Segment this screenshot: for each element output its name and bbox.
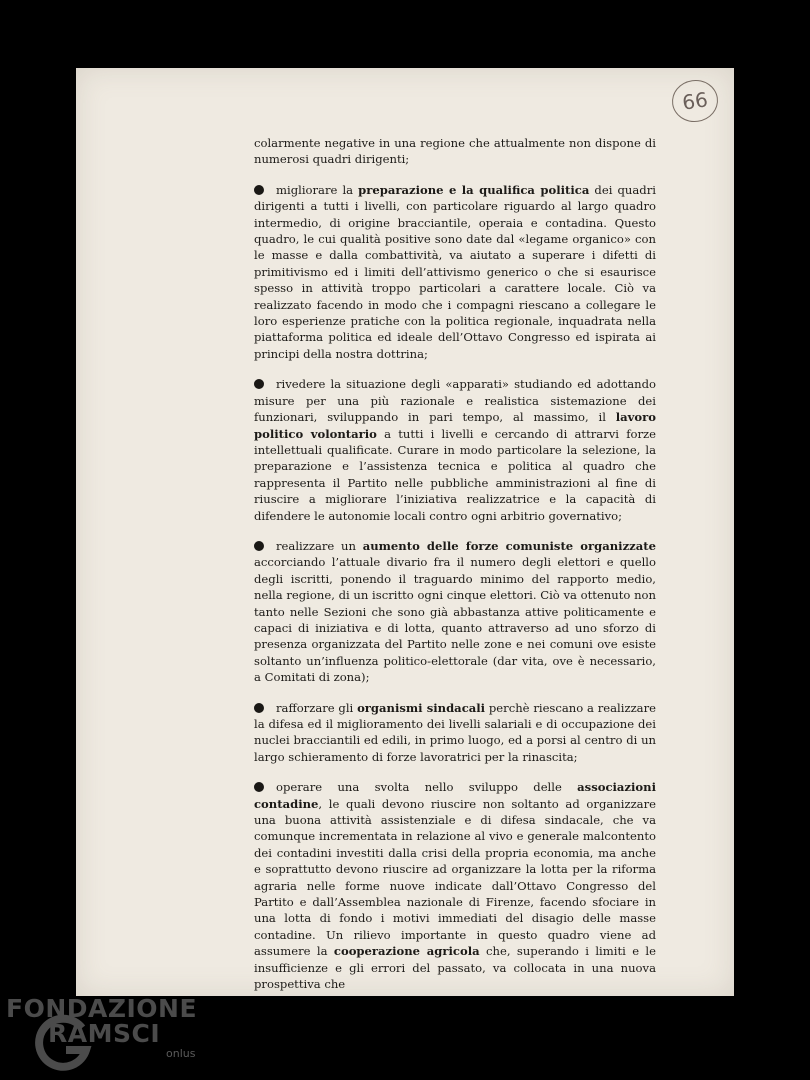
bold-text: associazioni contadine <box>254 780 656 811</box>
text-segment: rafforzare gli <box>276 700 358 715</box>
logo-line-3: onlus <box>166 1047 196 1060</box>
bold-text: organismi sindacali <box>357 700 486 715</box>
text-segment: perchè riescano a realizzare la difesa ed il miglioramento dei livelli salariali e di occupazione dei nuclei bracciantili ed edili, in primo luogo, ed a porsi al centro di un largo schieramento di forze lavoratrici per la rinascita; <box>254 700 656 764</box>
text-segment: migliorare la <box>276 182 359 197</box>
bold-text: preparazione e la qualifica politica <box>358 182 590 197</box>
text-segment: colarmente negative in una regione che attualmente non dispone di numerosi quadri dirigenti; <box>254 136 656 167</box>
paragraph <box>254 700 656 766</box>
bullet-icon <box>254 703 264 713</box>
text-segment: operare una svolta nello sviluppo delle <box>276 780 578 795</box>
paragraph <box>254 182 656 362</box>
bullet-icon <box>254 379 264 389</box>
text-segment: , le quali devono riuscire non soltanto ad organizzare una buona attività assistenziale e di difesa sindacale, che va comunque incrementata in relazione al vivo e generale malcontento dei contadini investiti dalla crisi della propria economia, ma anche e soprattutto devono riuscire ad organizzare la lotta per la riforma agraria nelle forme nuove indicate dall’Ottavo Congresso del Partito e dall’Assemblea nazionale di Firenze, facendo sfociare in una lotta di fondo i motivi immediati del disagio delle masse contadine. Un rilievo importante in questo quadro viene ad assumere la <box>254 796 656 959</box>
bullet-icon <box>254 541 264 551</box>
paragraph <box>254 779 656 992</box>
page-number: 66 <box>669 77 720 125</box>
bold-text: lavoro politico volontario <box>254 410 656 441</box>
text-segment: rivedere la situazione degli «apparati» studiando ed adottando misure per una più razionale e realistica sistemazione dei funzionari, sviluppando in pari tempo, al massimo, il <box>254 377 656 425</box>
logo-line-2: RAMSCI <box>48 1019 161 1048</box>
paragraph <box>254 135 656 168</box>
document-text <box>254 135 656 993</box>
watermark-logo <box>6 994 206 1080</box>
bullet-icon <box>254 185 264 195</box>
document-page <box>76 68 734 996</box>
paragraph <box>254 376 656 524</box>
text-segment: accorciando l’attuale divario fra il numero degli elettori e quello degli iscritti, ponendo il traguardo minimo del rapporto medio, nella regione, di un iscritto ogni cinque elettori. Ciò va ottenuto non tanto nelle Sezioni che sono già abbastanza attive politicamente e capaci di iniziativa e di lotta, quanto attraverso ad uno sforzo di presenza organizzata del Partito nelle zone e nei comuni ove esiste soltanto un’influenza politico-elettorale (dar vita, ove è necessario, a Comitati di zona); <box>254 555 656 685</box>
logo-line-1: FONDAZIONE <box>6 994 198 1023</box>
text-segment: realizzare un <box>276 538 363 553</box>
bullet-icon <box>254 782 264 792</box>
text-segment: che, superando i limiti e le insufficienze e gli errori del passato, va collocata in una nuova prospettiva che <box>254 944 657 992</box>
bold-text: aumento delle forze comuniste organizzate <box>362 538 656 553</box>
bold-text: cooperazione agricola <box>333 944 480 959</box>
text-segment: a tutti i livelli e cercando di attrarvi forze intellettuali qualificate. Curare in modo particolare la selezione, la preparazione e l’assistenza tecnica e politica al quadro che rappresenta il Partito nelle pubbliche amministrazioni al fine di riuscire a migliorare l’iniziativa realizzatrice e la capacità di difendere le autonomie locali contro ogni arbitrio governativo; <box>254 426 656 523</box>
paragraph <box>254 538 656 686</box>
text-segment: dei quadri dirigenti a tutti i livelli, con particolare riguardo al largo quadro intermedio, di origine bracciantile, operaia e contadina. Questo quadro, le cui qualità positive sono date dal «legame organico» con le masse e dalla combattività, va aiutato a superare i difetti di primitivismo ed i limiti dell’attivismo generico o che si esaurisce spesso in attività troppo particolari a carattere locale. Ciò va realizzato facendo in modo che i compagni riescano a collegare le loro esperienze pratiche con la politica regionale, inquadrata nella piattaforma politica ed ideale dell’Ottavo Congresso ed ispirata ai principi della nostra dottrina; <box>254 182 656 361</box>
